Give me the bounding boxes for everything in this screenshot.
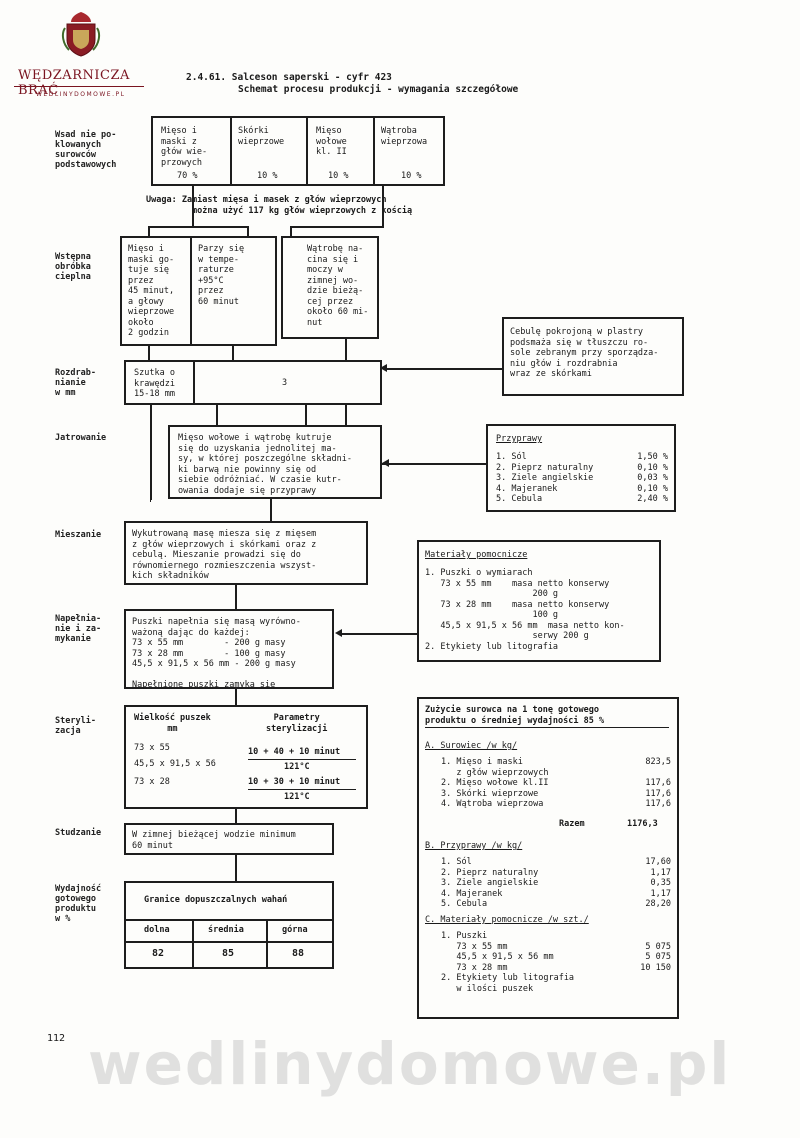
usage-a-value: 117,6 (645, 799, 671, 809)
doc-title: 2.4.61. Salceson saperski - cyfr 423 (186, 72, 392, 83)
label-cool: Studzanie (55, 828, 102, 838)
raw-pct-4: 10 % (401, 171, 422, 181)
heat-box-c (281, 236, 379, 339)
usage-c-row (441, 973, 671, 994)
steril-temp-1: 121°C (284, 762, 310, 772)
usage-a-name: 3. Skórki wieprzowe (441, 788, 539, 799)
raw-item-4: Wątroba wieprzowa (381, 126, 428, 147)
usage-a-name: 1. Mięso i maski z głów wieprzowych (441, 757, 549, 778)
cutter-text: Mięso wołowe i wątrobę kutruje się do uzyskania jednolitej ma- sy, w której poszczególne składni- ki barwą nie powinny się od siebie odróżniać. W czasie kutr- owania dodaje się przyprawy (178, 433, 352, 496)
filling-box (124, 609, 334, 689)
spice-name: 5. Cebula (496, 494, 543, 504)
usage-title: Zużycie surowca na 1 tonę gotowego produktu o średniej wydajności 85 % (425, 705, 605, 726)
usage-c-name: 73 x 28 mm (441, 962, 508, 973)
usage-a-value: 117,6 (645, 788, 671, 799)
steril-size-1: 73 x 55 (134, 743, 170, 753)
aux-title: Materiały pomocnicze (425, 550, 528, 560)
spice-row (496, 484, 668, 495)
raw-item-1: Mięso i maski z głów wie- przowych (161, 126, 208, 168)
raw-item-3: Mięso wołowe kl. II (316, 126, 347, 157)
usage-a-row (441, 778, 671, 789)
raw-pct-2: 10 % (257, 171, 278, 181)
mix-box (124, 521, 368, 585)
yield-col-low: dolna (144, 925, 170, 935)
raw-pct-3: 10 % (328, 171, 349, 181)
spice-row (496, 473, 668, 484)
usage-b-row (441, 878, 671, 889)
steril-param-2: 10 + 30 + 10 minut (248, 777, 341, 787)
spice-value: 1,50 % (637, 452, 668, 462)
yield-val-mid: 85 (222, 948, 235, 959)
steril-head-a: Wielkość puszek mm (134, 713, 211, 734)
usage-b-title: B. Przyprawy /w kg/ (425, 841, 523, 851)
label-fill: Napełnia- nie i za- mykanie (55, 614, 102, 644)
aux-materials-box (417, 540, 661, 662)
usage-a-name: 2. Mięso wołowe kl.II (441, 778, 549, 788)
usage-box (417, 697, 679, 1019)
spice-row (496, 494, 668, 505)
usage-a-value: 823,5 (645, 757, 671, 767)
yield-box (124, 881, 334, 969)
label-steril: Steryli- zacja (55, 716, 96, 736)
mix-text: Wykutrowaną masę miesza się z mięsem z głów wieprzowych i skórkami oraz z cebulą. Mieszanie prowadzi się do równomiernego rozmieszczenia wszyst- kich składników (132, 529, 317, 581)
usage-b-name: 1. Sól (441, 857, 472, 867)
usage-b-name: 5. Cebula (441, 899, 488, 909)
page-number: 112 (47, 1033, 66, 1044)
yield-title: Granice dopuszczalnych wahań (144, 895, 288, 905)
usage-a-row (441, 789, 671, 800)
usage-b-row (441, 857, 671, 868)
label-yield: Wydajność gotowego produktu w % (55, 884, 102, 924)
spice-row (496, 463, 668, 474)
steril-param-1: 10 + 40 + 10 minut (248, 747, 341, 757)
spice-value: 0,10 % (637, 483, 668, 494)
spice-name: 3. Ziele angielskie (496, 473, 594, 483)
usage-c-title: C. Materiały pomocnicze /w szt./ (425, 915, 589, 925)
spices-box (486, 424, 676, 512)
usage-b-name: 2. Pieprz naturalny (441, 867, 539, 878)
steril-head-b: Parametry sterylizacji (266, 713, 328, 734)
usage-b-value: 0,35 (650, 878, 671, 888)
usage-b-row (441, 889, 671, 900)
usage-a-sum-label: Razem (559, 819, 585, 829)
usage-a-sum: 1176,3 (627, 819, 658, 829)
usage-b-value: 28,20 (645, 899, 671, 909)
usage-c-value: 10 150 (640, 962, 671, 973)
doc-subtitle: Schemat procesu produkcji - wymagania szczegółowe (238, 84, 519, 95)
yield-col-mid: średnia (208, 925, 244, 935)
label-raw: Wsad nie po- klowanych surowców podstawowych (55, 130, 117, 170)
label-grind: Rozdrab- nianie w mm (55, 368, 96, 398)
steril-temp-2: 121°C (284, 792, 310, 802)
usage-c-value: 5 075 (645, 941, 671, 952)
usage-c-row (441, 963, 671, 974)
usage-b-value: 1,17 (650, 888, 671, 899)
usage-c-row (441, 931, 671, 942)
usage-c-name: 45,5 x 91,5 x 56 mm (441, 952, 554, 962)
cooling-box (124, 823, 334, 855)
usage-c-row (441, 942, 671, 953)
usage-c-value: 5 075 (645, 952, 671, 962)
usage-b-name: 3. Ziele angielskie (441, 878, 539, 888)
spice-name: 4. Majeranek (496, 483, 558, 494)
spices-list (496, 452, 668, 505)
steril-size-3: 73 x 28 (134, 777, 170, 787)
heat-a: Mięso i maski go- tuje się przez 45 minut, a głowy wieprzowe około 2 godzin (128, 244, 175, 338)
spice-row (496, 452, 668, 463)
filling-text: Puszki napełnia się masą wyrówno- ważoną dając do każdej: 73 x 55 mm - 200 g masy 73 x 28 mm - 100 g masy 45,5 x 91,5 x 56 mm - 200 g masy Napełnione puszki zamyka się (132, 617, 301, 690)
aux-lines: 1. Puszki o wymiarach 73 x 55 mm masa netto konserwy 200 g 73 x 28 mm masa netto konserwy 100 g 45,5 x 91,5 x 56 mm masa netto kon- serwy 200 g 2. Etykiety lub litografia (425, 568, 625, 652)
usage-c-row (441, 952, 671, 963)
heat-b: Parzy się w tempe- raturze +95°C przez 60 minut (198, 244, 245, 307)
usage-b-name: 4. Majeranek (441, 888, 503, 899)
spice-value: 2,40 % (637, 494, 668, 504)
brand-logo (14, 10, 149, 100)
grind-a: Szutka o krawędzi 15-18 mm (134, 368, 175, 399)
spices-title: Przyprawy (496, 434, 543, 444)
steril-size-2: 45,5 x 91,5 x 56 (134, 759, 216, 769)
label-mix: Mieszanie (55, 530, 102, 540)
cutter-box (168, 425, 382, 499)
usage-a-value: 117,6 (645, 778, 671, 788)
usage-b-value: 1,17 (650, 867, 671, 878)
crest-icon (61, 10, 101, 58)
heat-c: Wątrobę na- cina się i moczy w zimnej wo- dzie bieżą- cej przez około 60 mi- nut (307, 244, 369, 328)
onion-note-box (502, 317, 684, 396)
usage-c-name: 2. Etykiety lub litografia w ilości puszek (441, 973, 575, 994)
usage-c-name: 1. Puszki (441, 931, 488, 941)
raw-materials-box (151, 116, 445, 186)
label-stuff: Jatrowanie (55, 433, 107, 443)
yield-val-low: 82 (152, 948, 165, 959)
usage-a-list (441, 757, 671, 810)
usage-b-row (441, 868, 671, 879)
usage-a-title: A. Surowiec /w kg/ (425, 741, 518, 751)
usage-c-list (441, 931, 671, 994)
yield-col-high: górna (282, 925, 308, 935)
spice-name: 2. Pieprz naturalny (496, 462, 594, 473)
grind-b: 3 (282, 378, 288, 388)
raw-pct-1: 70 % (177, 171, 198, 181)
spice-value: 0,03 % (637, 473, 668, 483)
usage-c-name: 73 x 55 mm (441, 941, 508, 952)
brand-site: WEDLINYDOMOWE.PL (36, 91, 126, 98)
cooling-text: W zimnej bieżącej wodzie minimum 60 minut (132, 830, 296, 851)
label-heat: Wstępna obróbka cieplna (55, 252, 91, 282)
raw-item-2: Skórki wieprzowe (238, 126, 285, 147)
watermark: wedlinydomowe.pl (88, 1030, 732, 1098)
spice-name: 1. Sól (496, 452, 527, 462)
usage-a-row (441, 799, 671, 810)
onion-note: Cebulę pokrojoną w plastry podsmaża się w tłuszczu ro- sole zebranym przy sporządza- niu głów i rozdrabnia wraz ze skórkami (510, 327, 659, 379)
heat-box-ab (120, 236, 277, 346)
usage-b-row (441, 899, 671, 910)
usage-b-value: 17,60 (645, 857, 671, 867)
yield-val-high: 88 (292, 948, 305, 959)
usage-a-name: 4. Wątroba wieprzowa (441, 799, 544, 809)
usage-a-row (441, 757, 671, 778)
usage-b-list (441, 857, 671, 910)
brand-name: WĘDZARNICZA BRAĆ (18, 68, 130, 98)
spice-value: 0,10 % (637, 462, 668, 473)
sterilization-box (124, 705, 368, 809)
substitution-note: Uwaga: Zamiast mięsa i masek z głów wieprzowych można użyć 117 kg głów wieprzowych z kością (146, 195, 413, 216)
grind-box (124, 360, 382, 405)
